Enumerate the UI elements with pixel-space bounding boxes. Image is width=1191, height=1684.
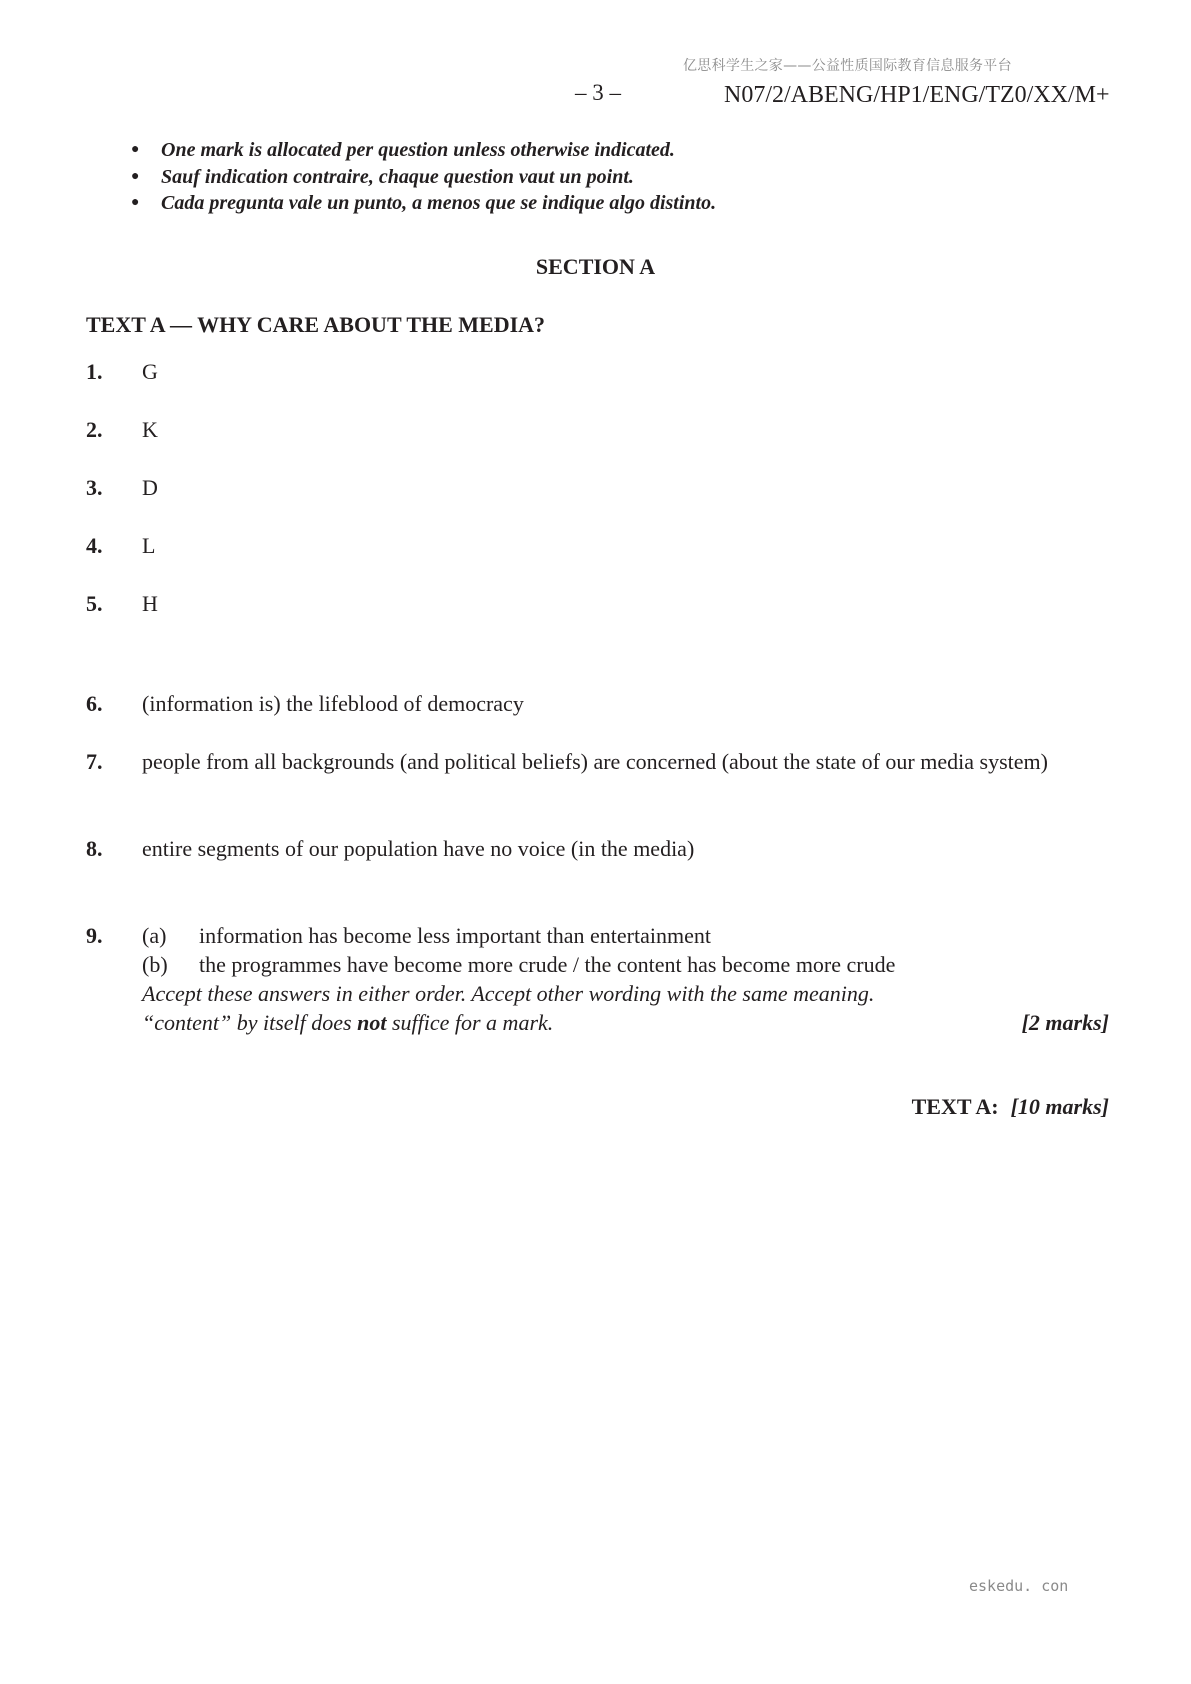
question-number: 8. bbox=[86, 836, 103, 861]
question-number: 2. bbox=[86, 417, 103, 442]
instruction-text: Cada pregunta vale un punto, a menos que se indique algo distinto. bbox=[161, 192, 717, 214]
part-answer: information has become less important than entertainment bbox=[199, 923, 711, 948]
question-answer: L bbox=[142, 533, 156, 558]
question-answer: G bbox=[142, 359, 158, 384]
watermark-footer: eskedu. con bbox=[969, 1577, 1069, 1595]
watermark-header: 亿思科学生之家——公益性质国际教育信息服务平台 bbox=[683, 58, 1012, 74]
marking-note bbox=[142, 1008, 553, 1037]
marks-label: [2 marks] bbox=[1021, 1010, 1109, 1035]
section-heading: SECTION A bbox=[535, 254, 656, 279]
bullet-icon: ● bbox=[131, 142, 140, 157]
question-number: 7. bbox=[86, 749, 103, 774]
question-number: 1. bbox=[86, 359, 103, 384]
question-number: 3. bbox=[86, 475, 103, 500]
question-number: 9. bbox=[86, 923, 103, 948]
instruction-text: One mark is allocated per question unless otherwise indicated. bbox=[161, 139, 675, 161]
instruction-text: Sauf indication contraire, chaque question vaut un point. bbox=[161, 165, 634, 188]
note-text: “content” by itself does bbox=[142, 1010, 358, 1035]
instruction-item bbox=[125, 137, 716, 164]
bullet-icon: ● bbox=[131, 195, 140, 210]
total-marks bbox=[780, 1094, 1109, 1120]
question-answer: K bbox=[142, 417, 158, 442]
question-number: 4. bbox=[86, 533, 103, 558]
marking-note: Accept these answers in either order. Accept other wording with the same meaning. bbox=[142, 981, 875, 1006]
text-heading: TEXT A — WHY CARE ABOUT THE MEDIA? bbox=[86, 312, 546, 337]
document-code: N07/2/ABENG/HP1/ENG/TZ0/XX/M+ bbox=[724, 82, 1110, 108]
instruction-list bbox=[125, 137, 716, 217]
question-number: 5. bbox=[86, 591, 103, 616]
question-answer: (information is) the lifeblood of democracy bbox=[142, 691, 524, 716]
part-label: (b) bbox=[142, 952, 168, 977]
part-answer: the programmes have become more crude / the content has become more crude bbox=[199, 952, 896, 977]
part-label: (a) bbox=[142, 923, 167, 948]
page-number: – 3 – bbox=[575, 80, 621, 105]
question-answer: entire segments of our population have no voice (in the media) bbox=[142, 836, 695, 861]
question-answer: D bbox=[142, 475, 158, 500]
question-answer: H bbox=[142, 591, 158, 616]
note-emphasis: not bbox=[357, 1010, 387, 1035]
instruction-item bbox=[125, 190, 716, 217]
question-number: 6. bbox=[86, 691, 103, 716]
question-answer: people from all backgrounds (and political beliefs) are concerned (about the state of our media system) bbox=[142, 749, 1048, 774]
instruction-item bbox=[125, 164, 716, 191]
total-label: TEXT A: bbox=[911, 1094, 999, 1119]
note-text: suffice for a mark. bbox=[386, 1010, 554, 1035]
bullet-icon: ● bbox=[131, 168, 140, 184]
total-value: [10 marks] bbox=[1010, 1094, 1109, 1119]
